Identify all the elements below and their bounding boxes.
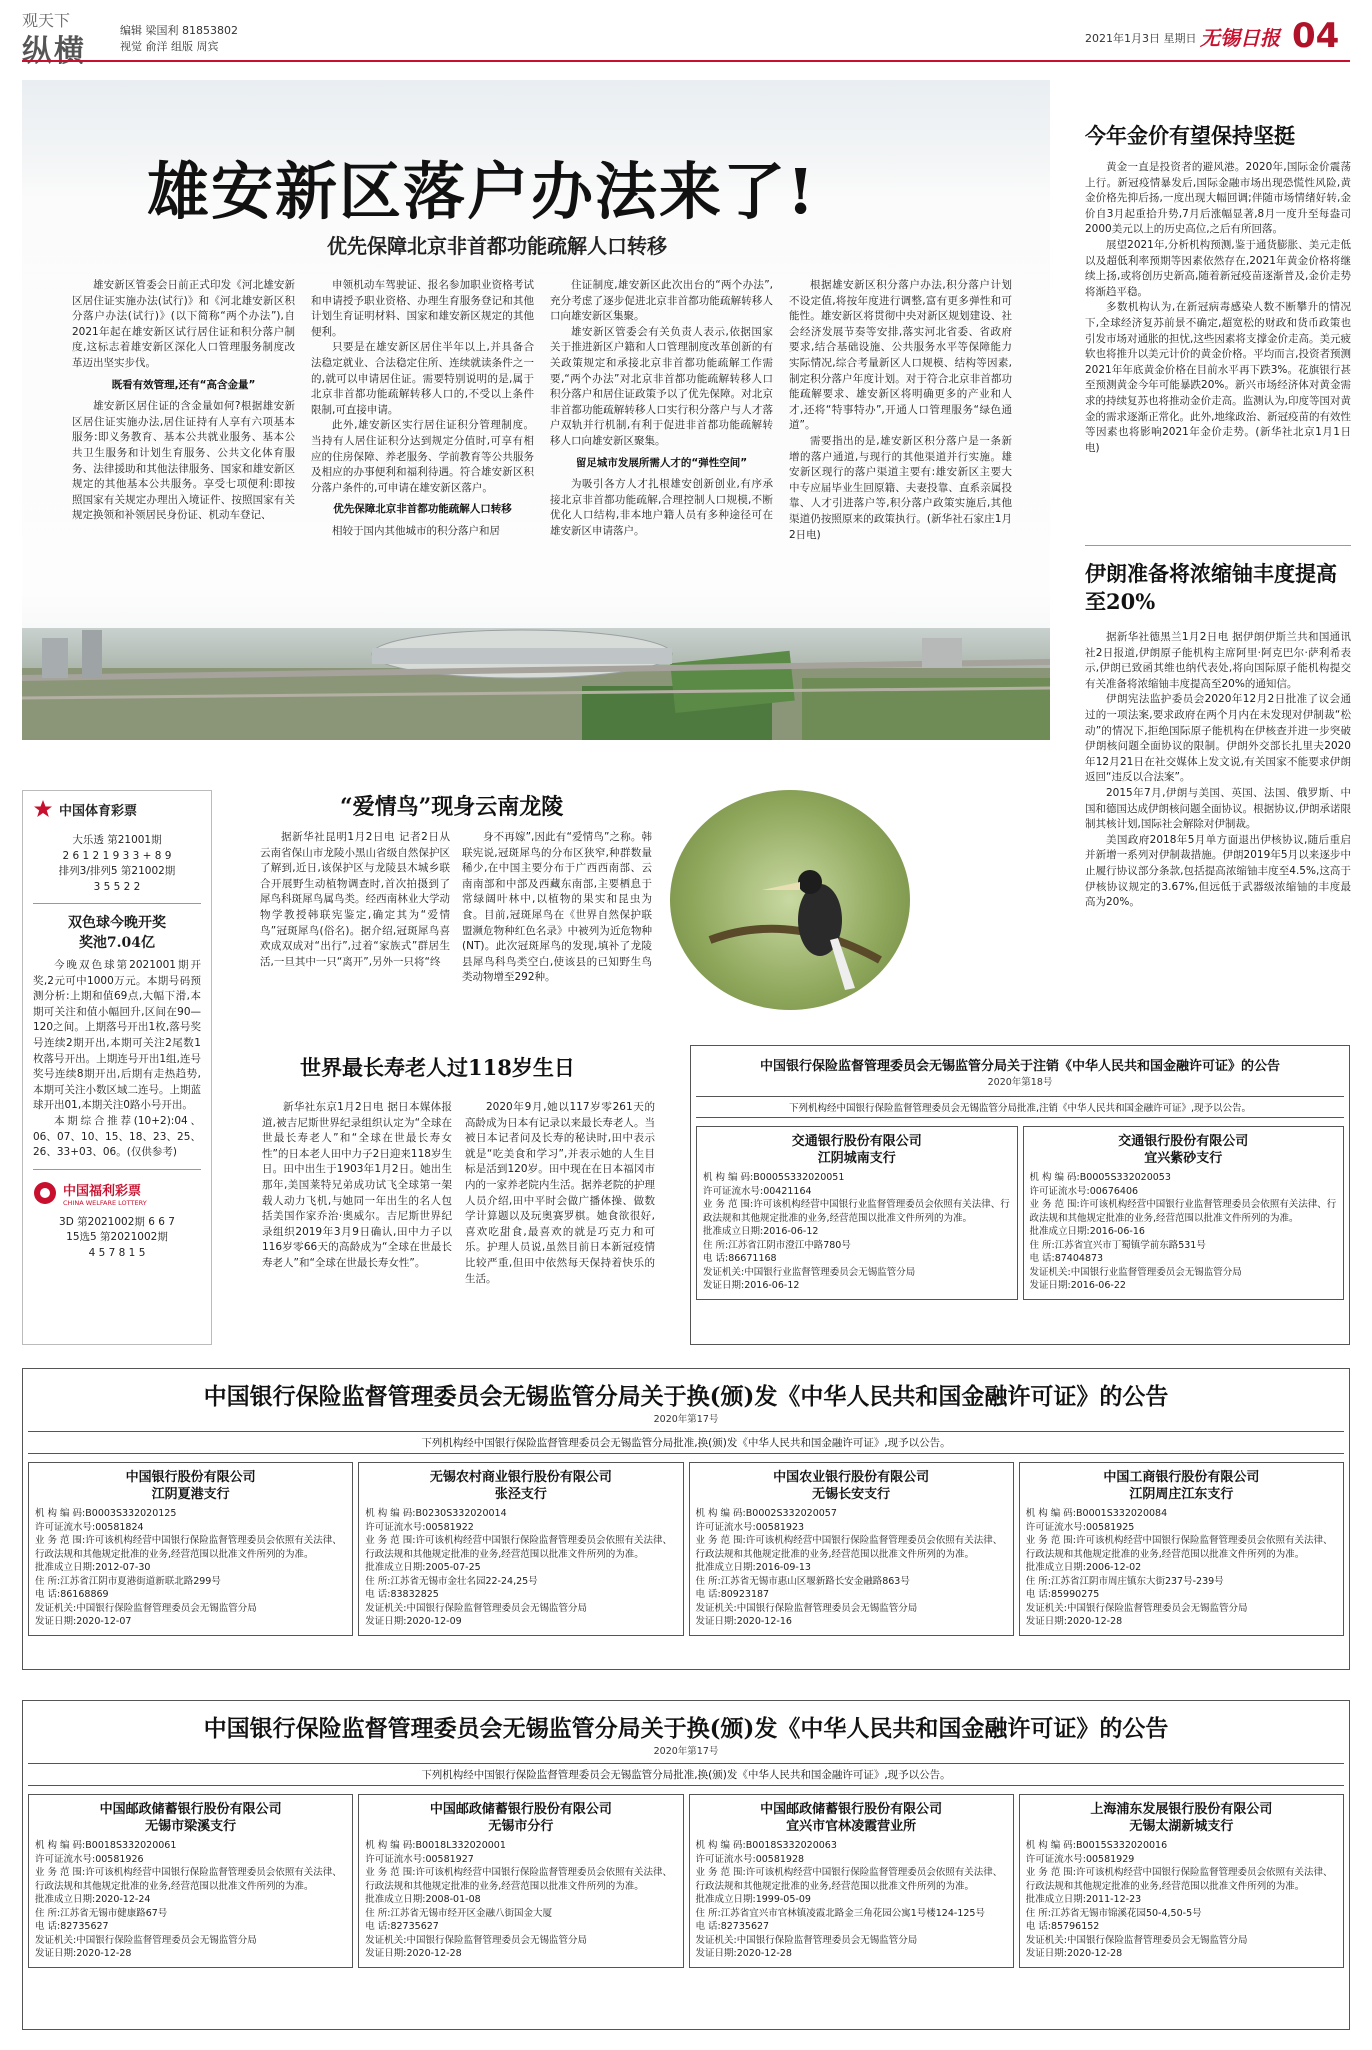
editor-credit: 编辑 梁国利 81853802 [120, 24, 238, 37]
header-rule [22, 60, 1350, 62]
license-field: 电 话:85990275 [1025, 1589, 1100, 1600]
license-field: 许可证流水号:00581929 [1025, 1853, 1135, 1865]
lead-subhead: 优先保障北京非首都功能疏解人口转移 [333, 503, 512, 516]
gold-title: 今年金价有望保持坚挺 [1085, 123, 1295, 148]
lead-paragraph: 雄安新区管委会日前正式印发《河北雄安新区居住证实施办法(试行)》和《河北雄安新区积分落户办法(试行)》(以下简称“两个办法”),自2021年起在雄安新区试行居住证和积分落户制度,这标志着雄安新区深化人口管理服务制度改革迈出坚实步伐。 [72, 279, 295, 369]
bank-name: 交通银行股份有限公司 [791, 1134, 922, 1149]
issue-date: 2021年1月3日 星期日 [1085, 32, 1197, 45]
notice1-title: 中国银行保险监督管理委员会无锡监管分局关于注销《中华人民共和国金融许可证》的公告 [759, 1059, 1280, 1074]
license-field: 许可证流水号:00581923 [695, 1521, 805, 1533]
page-number: 04 [1292, 16, 1340, 56]
license-field: 住 所:江苏省无锡市金壮名园22-24,25号 [365, 1575, 538, 1587]
license-field: 机 构 编 码:B0002S332020057 [695, 1508, 837, 1519]
bank-name: 中国邮政储蓄银行股份有限公司 [760, 1802, 943, 1817]
article-paragraph: 多数机构认为,在新冠病毒感染人数不断攀升的情况下,全球经济复苏前景不确定,超宽松的财政和货币政策也引发市场对通胀的担忧,这些因素将支撑金价走高。美元疲软也将推升以美元计价的黄金价格。平均而言,投资者预测2021年年底黄金价格在目前水平再下跌3%。花旗银行甚至预测黄金今年可能暴跌20%。新兴市场经济体对黄金需求的持续复苏也将推动金价走高。监测认为,印度等国对黄金的需求逐渐正常化。此外,地缘政治、新冠疫苗的有效性等因素也将影响2021年金价走势。(新华社北京1月1日电) [1085, 301, 1351, 454]
license-field: 批准成立日期:2012-07-30 [35, 1562, 151, 1573]
branch-name: 江阴周庄江东支行 [1129, 1487, 1234, 1502]
bird-col-2: 身不再嫁”,因此有“爱情鸟”之称。韩联宪说,冠斑犀鸟的分布区狭窄,种群数量稀少,在中国主要分布于广西西南部、云南南部和中部及西藏东南部,主要栖息于常绿阔叶林中,以植物的果实和昆虫为食。目前,冠斑犀鸟在《世界自然保护联盟濒危物种红色名录》中被列为近危物种(NT)。此次冠斑犀鸟的发现,填补了龙陵县犀鸟科鸟类空白,使该县的已知野生鸟类动物增至292种。 [462, 831, 652, 984]
license-field: 机 构 编 码:B0005S332020051 [703, 1172, 845, 1183]
license-field: 业 务 范 围:许可该机构经营中国银行保险监督管理委员会依照有关法律、行政法规和其他规定批准的业务,经营范围以批准文件所列的为准。 [365, 1867, 673, 1892]
bank-name: 中国邮政储蓄银行股份有限公司 [429, 1802, 612, 1817]
license-field: 批准成立日期:2005-07-25 [365, 1562, 481, 1573]
license-field: 业 务 范 围:许可该机构经营中国银行保险监督管理委员会依照有关法律、行政法规和其他规定批准的业务,经营范围以批准文件所列的为准。 [695, 1867, 1003, 1892]
lottery-line: 大乐透 第21001期 [72, 834, 162, 846]
lottery-analysis: 今晚双色球第2021001期开奖,2元可中1000万元。本期号码预测分析:上期和值69点,大幅下滑,本期可关注和值小幅回升,区间在90—120之间。上期落号开出1枚,落号奖号连续2期开出,本期可关注2尾数1枚落号开出。上期连号开出1组,连号奖号连续8期开出,后期有走热趋势,本期可关注小数区域二连号。上期蓝球开出01,本期关注0路小号开出。 [33, 959, 201, 1112]
license-field: 住 所:江苏省无锡市健康路67号 [35, 1907, 168, 1919]
iran-title: 伊朗准备将浓缩铀丰度提高至20% [1085, 561, 1337, 614]
notice-reissue-license-1 [22, 1368, 1350, 1670]
license-field: 机 构 编 码:B0005S332020053 [1029, 1172, 1171, 1183]
lead-col-1 [72, 278, 295, 628]
gold-story [1085, 120, 1351, 490]
license-field: 发证日期:2020-12-07 [35, 1616, 132, 1627]
bank-name: 中国银行股份有限公司 [125, 1470, 256, 1485]
license-card [689, 1462, 1014, 1636]
license-field: 业 务 范 围:许可该机构经营中国银行保险监督管理委员会依照有关法律、行政法规和其他规定批准的业务,经营范围以批准文件所列的为准。 [365, 1535, 673, 1560]
branch-name: 江阴城南支行 [817, 1151, 896, 1166]
license-field: 电 话:82735627 [695, 1921, 770, 1932]
license-field: 电 话:80923187 [695, 1589, 770, 1600]
license-field: 住 所:江苏省江阴市周庄镇东大街237号-239号 [1025, 1575, 1224, 1587]
bank-name: 中国农业银行股份有限公司 [773, 1470, 930, 1485]
license-field: 机 构 编 码:B0015S332020016 [1025, 1840, 1168, 1851]
license-field: 业 务 范 围:许可该机构经营中国银行业监督管理委员会依照有关法律、行政法规和其他规定批准的业务,经营范围以批准文件所列的为准。 [703, 1199, 1010, 1224]
license-field: 业 务 范 围:许可该机构经营中国银行保险监督管理委员会依照有关法律、行政法规和其他规定批准的业务,经营范围以批准文件所列的为准。 [695, 1535, 1003, 1560]
license-field: 住 所:江苏省宜兴市丁蜀镇学前东路531号 [1029, 1239, 1206, 1251]
license-field: 发证机关:中国银行保险监督管理委员会无锡监管分局 [1025, 1602, 1248, 1614]
welfare-lottery-logo: 中国福利彩票 CHINA WELFARE LOTTERY [33, 1180, 201, 1207]
lottery-line: 排列3/排列5 第21002期 [58, 865, 176, 877]
license-field: 批准成立日期:2011-12-23 [1025, 1894, 1142, 1905]
license-field: 发证日期:2020-12-28 [35, 1948, 132, 1959]
lead-paragraph: 为吸引各方人才扎根雄安创新创业,有序承接北京非首都功能疏解,合理控制人口规模,不断优化人口结构,非本地户籍人员有多种途径可在雄安新区申请落户。 [550, 478, 773, 537]
right-divider-1 [1085, 545, 1351, 546]
bird-story [230, 790, 1050, 1030]
lead-paragraph: 此外,雄安新区实行居住证积分管理制度。当持有人居住证积分达到规定分值时,可享有相应的住房保障、养老服务、学前教育等公共服务及相应的办事便利和福利待遇。符合雄安新区积分落户条件的,可申请在雄安新区落户。 [311, 419, 534, 494]
license-card [696, 1126, 1018, 1300]
notice-cancel-license [690, 1045, 1350, 1345]
lead-story [22, 80, 1050, 740]
license-field: 许可证流水号:00581928 [695, 1853, 805, 1865]
license-field: 许可证流水号:00421164 [703, 1185, 812, 1197]
license-field: 电 话:82735627 [365, 1921, 439, 1932]
article-paragraph: 伊朗宪法监护委员会2020年12月2日批准了议会通过的一项法案,要求政府在两个月内在未发现对伊制裁“松动”的情况下,拒绝国际原子能机构在伊核查并进一步突破伊朗核问题全面协议的限制。伊朗外交部长扎里夫2020年12月21日在社交媒体上发文说,有关国家不能要求伊朗返回“违反以合法案”。 [1085, 693, 1351, 784]
license-card [358, 1794, 683, 1968]
license-field: 批准成立日期:1999-05-09 [695, 1894, 811, 1905]
lottery-headline2: 奖池7.04亿 [78, 935, 156, 951]
lead-subtitle: 优先保障北京非首都功能疏解人口转移 [327, 234, 667, 258]
bank-name: 无锡农村商业银行股份有限公司 [429, 1470, 612, 1485]
license-field: 电 话:83832825 [365, 1589, 439, 1600]
license-field: 发证机关:中国银行保险监督管理委员会无锡监管分局 [695, 1934, 918, 1946]
license-field: 批准成立日期:2008-01-08 [365, 1894, 481, 1905]
license-field: 电 话:86168869 [35, 1589, 109, 1600]
license-field: 发证日期:2020-12-28 [695, 1948, 792, 1959]
license-field: 住 所:江苏省无锡市经开区金融八街国金大厦 [365, 1907, 552, 1919]
notice1-year: 2020年第18号 [987, 1077, 1053, 1088]
notice2-intro: 下列机构经中国银行保险监督管理委员会无锡监管分局批准,换(颁)发《中华人民共和国金融许可证》,现予以公告。 [28, 1431, 1344, 1454]
column-label: 观天下 [22, 11, 71, 30]
lottery-line: 4 5 7 8 1 5 [88, 1246, 146, 1259]
license-card [28, 1794, 353, 1968]
license-card [689, 1794, 1014, 1968]
lottery-line: 2 6 1 2 1 9 3 3 + 8 9 [62, 849, 172, 862]
license-card [1019, 1794, 1344, 1968]
xiongan-aerial-photo [22, 628, 1050, 740]
article-paragraph: 黄金一直是投资者的避风港。2020年,国际金价震荡上行。新冠疫情暴发后,国际金融市场出现恐慌性风险,黄金价格先抑后扬,一度出现大幅回调;伴随市场情绪好转,金价自3月起重拾升势,7月后涨幅显著,8月一度升至每盎司2000美元以上的历史高位,之后有所回落。 [1085, 161, 1351, 236]
license-field: 机 构 编 码:B0018S332020063 [695, 1840, 837, 1851]
license-field: 业 务 范 围:许可该机构经营中国银行保险监督管理委员会依照有关法律、行政法规和其他规定批准的业务,经营范围以批准文件所列的为准。 [1025, 1867, 1333, 1892]
notice-reissue-license-2 [22, 1700, 1350, 2030]
notice1-cards [696, 1126, 1344, 1300]
lead-col-4 [789, 278, 1012, 628]
license-field: 批准成立日期:2016-06-16 [1029, 1226, 1145, 1237]
branch-name: 江阴夏港支行 [151, 1487, 230, 1502]
license-field: 机 构 编 码:B0018S332020061 [35, 1840, 177, 1851]
lead-col-3 [550, 278, 773, 628]
sports-lottery-logo: 中国体育彩票 [33, 799, 201, 819]
gold-body [1085, 160, 1351, 490]
branch-name: 无锡市分行 [488, 1819, 554, 1834]
notice2-year: 2020年第17号 [653, 1414, 719, 1425]
article-paragraph: 展望2021年,分析机构预测,鉴于通货膨胀、美元走低以及超低利率预期等因素依然存在,2021年黄金价格将继续上扬,或将创历史新高,随着新冠疫苗逐渐普及,金价走势将渐趋平稳。 [1085, 238, 1351, 298]
bird-col-1: 据新华社昆明1月2日电 记者2日从云南省保山市龙陵小黑山省级自然保护区了解到,近日,该保护区与龙陵县木城乡联合开展野生动植物调查时,首次拍摄到了犀鸟科斑犀鸟属鸟类。经西南林业大学动物学教授韩联宪鉴定,确定其为“爱情鸟”冠斑犀鸟(俗名)。据介绍,冠斑犀鸟喜欢成双成对“出行”,过着“家族式”群居生活,一旦其中一只“离开”,另外一只将“终 [260, 831, 450, 968]
license-field: 批准成立日期:2020-12-24 [35, 1894, 151, 1905]
license-field: 许可证流水号:00676406 [1029, 1185, 1139, 1197]
lottery-results [33, 833, 201, 895]
license-field: 业 务 范 围:许可该机构经营中国银行保险监督管理委员会依照有关法律、行政法规和其他规定批准的业务,经营范围以批准文件所列的为准。 [35, 1867, 342, 1892]
article-paragraph: 2015年7月,伊朗与美国、英国、法国、俄罗斯、中国和德国达成伊朗核问题全面协议。根据协议,伊朗承诺限制其核计划,国际社会解除对伊制裁。 [1085, 786, 1351, 831]
license-card [358, 1462, 683, 1636]
license-field: 许可证流水号:00581922 [365, 1521, 474, 1533]
license-field: 发证机关:中国银行保险监督管理委员会无锡监管分局 [695, 1602, 918, 1614]
notice2-cards [28, 1462, 1344, 1636]
notice1-intro: 下列机构经中国银行保险监督管理委员会无锡监管分局批准,注销《中华人民共和国金融许可证》,现予以公告。 [696, 1096, 1344, 1118]
notice3-year: 2020年第17号 [653, 1746, 719, 1757]
lead-columns [72, 278, 1012, 628]
license-card [1019, 1462, 1344, 1636]
license-field: 许可证流水号:00581926 [35, 1853, 144, 1865]
lead-paragraph: 雄安新区管委会有关负责人表示,依据国家关于推进新区户籍和人口管理制度改革创新的有关政策规定和承接北京非首都功能疏解工作需要,“两个办法”对北京非首都功能疏解转移人口积分落户和居住证政策予以了优先保障。对北京非首都功能疏解转移人口实行积分落户与人才落户双轨并行机制,有利于促进非首都功能疏解转移人口向雄安新区聚集。 [550, 325, 773, 447]
article-paragraph: 据新华社德黑兰1月2日电 据伊朗伊斯兰共和国通讯社2日报道,伊朗原子能机构主席阿里·阿克巴尔·萨利希表示,伊朗已致函其维也纳代表处,将向国际原子能机构提交有关准备将浓缩铀丰度提高至20%的通知信。 [1085, 631, 1351, 690]
page-header [0, 0, 1372, 69]
lead-paragraph: 雄安新区居住证的含金量如何?根据雄安新区居住证实施办法,居住证持有人享有六项基本服务:即义务教育、基本公共就业服务、基本公共卫生服务和计划生育服务、公共文化体育服务、法律援助和其他法律服务、国家和雄安新区规定的其他基本公共服务。享受七项便利:即按照国家有关规定办理出入境证件、按照国家有关规定换领和补领居民身份证、机动车登记、 [72, 400, 295, 522]
branch-name: 宜兴紫砂支行 [1144, 1151, 1223, 1166]
welfare-logo-icon [33, 1181, 57, 1205]
license-field: 住 所:江苏省无锡市惠山区堰新路长安金融路863号 [695, 1575, 910, 1587]
lead-subhead: 留足城市发展所需人才的“弹性空间” [575, 456, 748, 469]
bank-name: 中国邮政储蓄银行股份有限公司 [99, 1802, 282, 1817]
license-field: 许可证流水号:00581824 [35, 1521, 144, 1533]
license-field: 发证机关:中国银行保险监督管理委员会无锡监管分局 [365, 1934, 587, 1946]
license-field: 业 务 范 围:许可该机构经营中国银行业监督管理委员会依照有关法律、行政法规和其他规定批准的业务,经营范围以批准文件所列的为准。 [1029, 1199, 1337, 1224]
license-field: 发证机关:中国银行业监督管理委员会无锡监管分局 [703, 1266, 916, 1278]
license-field: 电 话:87404873 [1029, 1253, 1104, 1264]
license-field: 发证日期:2020-12-16 [695, 1616, 792, 1627]
license-field: 许可证流水号:00581927 [365, 1853, 474, 1865]
license-field: 发证日期:2020-12-28 [365, 1948, 462, 1959]
license-field: 住 所:江苏省无锡市锦溪花园50-4,50-5号 [1025, 1907, 1202, 1919]
lottery-star-icon [33, 799, 53, 819]
license-field: 发证机关:中国银行业监督管理委员会无锡监管分局 [1029, 1266, 1242, 1278]
lead-paragraph: 申领机动车驾驶证、报名参加职业资格考试和申请授予职业资格、办理生育服务登记和其他计划生育证明材料、国家和雄安新区规定的其他便利。 [311, 279, 534, 338]
iran-body [1085, 630, 1351, 1055]
branch-name: 张泾支行 [494, 1487, 547, 1502]
license-field: 电 话:82735627 [35, 1921, 109, 1932]
lead-paragraph: 需要指出的是,雄安新区积分落户是一条新增的落户通道,与现行的其他渠道并行实施。雄安新区现行的落户渠道主要有:雄安新区主要大中专应届毕业生回原籍、夫妻投靠、直系亲属投靠、人才引进落户等,积分落户政策实施后,其他渠道仍按照原来的政策执行。(新华社石家庄1月2日电) [789, 434, 1012, 541]
aerial-illustration [22, 628, 1050, 740]
notice2-title: 中国银行保险监督管理委员会无锡监管分局关于换(颁)发《中华人民共和国金融许可证》的公告 [203, 1383, 1169, 1410]
lottery-line: 15选5 第2021002期 [66, 1231, 168, 1244]
license-field: 发证日期:2016-06-22 [1029, 1280, 1126, 1291]
license-field: 发证机关:中国银行保险监督管理委员会无锡监管分局 [35, 1602, 257, 1614]
bank-name: 交通银行股份有限公司 [1118, 1134, 1249, 1149]
branch-name: 无锡太湖新城支行 [1129, 1819, 1234, 1834]
license-field: 电 话:86671168 [703, 1253, 777, 1264]
masthead: 无锡日报 [1200, 26, 1280, 50]
branch-name: 宜兴市官林凌霞营业所 [786, 1819, 917, 1834]
license-field: 机 构 编 码:B0230S332020014 [365, 1508, 507, 1519]
branch-name: 无锡市梁溪支行 [145, 1819, 237, 1834]
branch-name: 无锡长安支行 [812, 1487, 891, 1502]
license-field: 业 务 范 围:许可该机构经营中国银行保险监督管理委员会依照有关法律、行政法规和其他规定批准的业务,经营范围以批准文件所列的为准。 [35, 1535, 342, 1560]
bird-title: “爱情鸟”现身云南龙陵 [340, 794, 564, 820]
license-field: 批准成立日期:2006-12-02 [1025, 1562, 1142, 1573]
license-card [28, 1462, 353, 1636]
bank-name: 中国工商银行股份有限公司 [1103, 1470, 1260, 1485]
lead-paragraph: 相较于国内其他城市的积分落户和居 [332, 524, 500, 537]
license-field: 批准成立日期:2016-06-12 [703, 1226, 819, 1237]
license-field: 住 所:江苏省宜兴市官林镇凌霞北路金三角花园公寓1号楼124-125号 [695, 1907, 985, 1919]
hornbill-illustration [670, 790, 910, 1010]
license-field: 机 构 编 码:B0003S332020125 [35, 1508, 177, 1519]
license-field: 发证机关:中国银行保险监督管理委员会无锡监管分局 [1025, 1934, 1248, 1946]
oldest-col-1: 新华社东京1月2日电 据日本媒体报道,被吉尼斯世界纪录组织认定为“全球在世最长寿老人”和“全球在世最长寿女性”的日本老人田中力子2日迎来118岁生日。田中出生于1903年1月2日。她出生那年,美国莱特兄弟成功试飞全球第一架载人动力飞机,与她同一年出生的名人包括美国作家乔治·奥威尔。吉尼斯世界纪录组织2019年3月9日确认,田中力子以116岁零66天的高龄成为“全球在世最长寿老人”和“全球在世最长寿女性”。 [262, 1101, 452, 1269]
lottery-picks: 本期综合推荐(10+2):04、06、07、10、15、18、23、25、26、33+03、06。(仅供参考) [33, 1114, 201, 1159]
license-field: 发证机关:中国银行保险监督管理委员会无锡监管分局 [365, 1602, 587, 1614]
oldest-col-2: 2020年9月,她以117岁零261天的高龄成为日本有记录以来最长寿老人。当被日本记者问及长寿的秘诀时,田中表示就是“吃美食和学习”,并表示她的人生目标是活到120岁。田中现在在日本福冈市内的一家养老院内生活。据养老院的护理人员介绍,田中平时会做广播体操、做数学计算题以及玩奥赛罗棋。她食欲很好,喜欢吃甜食,最喜欢的就是巧克力和可乐。护理人员说,虽然目前日本新冠疫情比较严重,但田中依然每天保持着快乐的生活。 [465, 1101, 655, 1285]
lead-paragraph: 住证制度,雄安新区此次出台的“两个办法”,充分考虑了逐步促进北京非首都功能疏解转移人口向雄安新区集聚。 [550, 279, 773, 323]
lottery-line: 3 5 5 2 2 [93, 880, 141, 893]
welfare-results [33, 1215, 201, 1262]
lead-paragraph: 只要是在雄安新区居住半年以上,并具备合法稳定就业、合法稳定住所、连续就读条件之一的,就可以申请居住证。需要特别说明的是,属于北京非首都功能疏解转移人口的,不受以上条件限制,可直接申请。 [311, 341, 534, 416]
lead-subhead: 既看有效管理,还有“高含金量” [111, 378, 256, 391]
lottery-line: 3D 第2021002期 6 6 7 [59, 1215, 175, 1228]
lead-title: 雄安新区落户办法来了! [147, 155, 817, 228]
bank-name: 上海浦东发展银行股份有限公司 [1090, 1802, 1273, 1817]
license-field: 住 所:江苏省江阴市夏港街道新联北路299号 [35, 1575, 221, 1587]
section-name: 纵横 [22, 34, 86, 69]
license-field: 许可证流水号:00581925 [1025, 1521, 1135, 1533]
license-field: 发证机关:中国银行保险监督管理委员会无锡监管分局 [35, 1934, 257, 1946]
license-field: 机 构 编 码:B0018L332020001 [365, 1840, 506, 1851]
license-card [1023, 1126, 1345, 1300]
license-field: 发证日期:2016-06-12 [703, 1280, 800, 1291]
hornbill-photo [670, 790, 910, 1010]
license-field: 电 话:85796152 [1025, 1921, 1100, 1932]
license-field: 批准成立日期:2016-09-13 [695, 1562, 811, 1573]
lottery-sidebar [22, 790, 212, 1345]
notice3-title: 中国银行保险监督管理委员会无锡监管分局关于换(颁)发《中华人民共和国金融许可证》的公告 [203, 1715, 1169, 1742]
proof-credit: 视觉 俞洋 组版 周宾 [120, 40, 219, 53]
license-field: 机 构 编 码:B0001S332020084 [1025, 1508, 1168, 1519]
iran-story [1085, 560, 1351, 1055]
notice3-intro: 下列机构经中国银行保险监督管理委员会无锡监管分局批准,换(颁)发《中华人民共和国金融许可证》,现予以公告。 [28, 1763, 1344, 1786]
notice3-cards [28, 1794, 1344, 1968]
lottery-headline: 双色球今晚开奖 [68, 915, 166, 931]
license-field: 发证日期:2020-12-28 [1025, 1948, 1123, 1959]
lead-paragraph: 根据雄安新区积分落户办法,积分落户计划不设定值,将按年度进行调整,富有更多弹性和可能性。雄安新区将贯彻中央对新区规划建设、社会经济发展节奏等安排,落实河北省委、省政府要求,结合基础设施、公共服务水平等保障能力实际情况,综合考量新区人口规模、结构等因素,制定积分落户年度计划。对于符合北京非首都功能疏解要求、雄安新区将明确更多的产业和人才,还将“特事特办”,开通人口管理服务“绿色通道”。 [789, 279, 1012, 432]
license-field: 业 务 范 围:许可该机构经营中国银行保险监督管理委员会依照有关法律、行政法规和其他规定批准的业务,经营范围以批准文件所列的为准。 [1025, 1535, 1333, 1560]
oldest-story [230, 1052, 660, 1342]
license-field: 发证日期:2020-12-09 [365, 1616, 462, 1627]
license-field: 住 所:江苏省江阴市澄江中路780号 [703, 1239, 851, 1251]
article-paragraph: 美国政府2018年5月单方面退出伊核协议,随后重启并新增一系列对伊制裁措施。伊朗2019年5月以来逐步中止履行协议部分条款,包括提高浓缩铀丰度至4.5%,这高于伊核协议规定的3.67%,但远低于武器级浓缩铀的丰度最高为20%。 [1085, 833, 1351, 909]
license-field: 发证日期:2020-12-28 [1025, 1616, 1123, 1627]
lead-col-2 [311, 278, 534, 628]
oldest-title: 世界最长寿老人过118岁生日 [300, 1055, 575, 1080]
